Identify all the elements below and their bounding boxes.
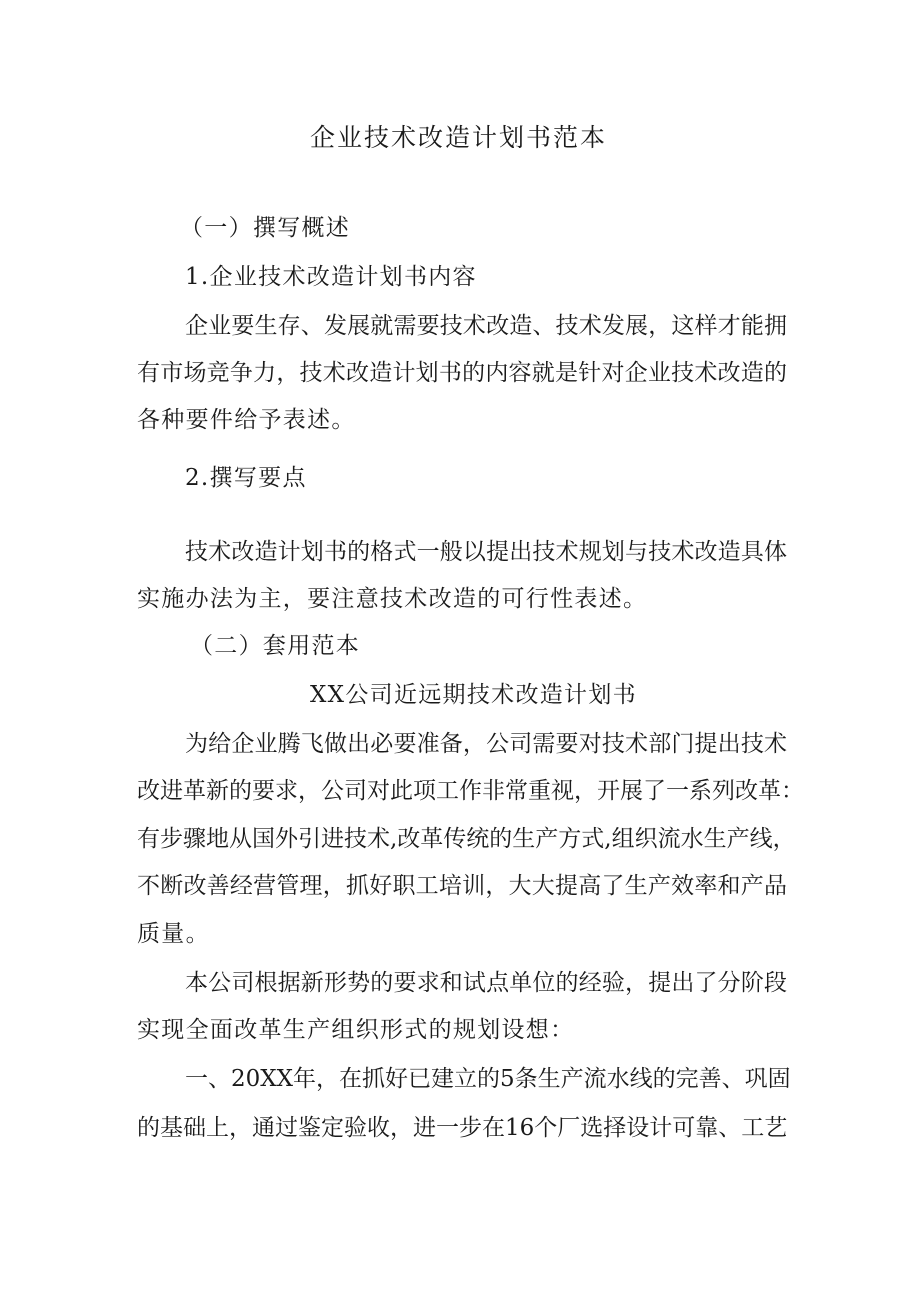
paragraph-line: 有步骤地从国外引进技术,改革传统的生产方式,组织流水生产线， [137,826,796,852]
paragraph-line: 技术改造计划书的格式一般以提出技术规划与技术改造具体 [185,539,787,565]
paragraph-line: 本公司根据新形势的要求和试点单位的经验，提出了分阶段 [185,970,787,996]
subheading-plan-content: 1.企业技术改造计划书内容 [185,264,477,290]
subheading-writing-points: 2.撰写要点 [185,465,307,491]
paragraph-line: 实施办法为主，要注意技术改造的可行性表述。 [137,586,648,612]
paragraph-line: 不断改善经营管理，抓好职工培训，大大提高了生产效率和产品 [137,873,787,899]
paragraph-line: 改进革新的要求，公司对此项工作非常重视，开展了一系列改革： [137,778,804,804]
paragraph-line: 的基础上，通过鉴定验收，进一步在16个厂选择设计可靠、工艺 [137,1115,788,1141]
plan-title: XX公司近远期技术改造计划书 [310,682,637,708]
paragraph-line: 实现全面改革生产组织形式的规划设想： [137,1017,575,1043]
section-heading-overview: （一）撰写概述 [180,215,351,241]
paragraph-line: 为给企业腾飞做出必要准备，公司需要对技术部门提出技术 [185,731,787,757]
paragraph-line: 一、20XX年，在抓好已建立的5条生产流水线的完善、巩固 [185,1066,791,1092]
paragraph-line: 有市场竞争力，技术改造计划书的内容就是针对企业技术改造的 [137,360,787,386]
paragraph-line: 企业要生存、发展就需要技术改造、技术发展，这样才能拥 [185,313,787,339]
paragraph-line: 各种要件给予表述。 [137,407,356,433]
document-title: 企业技术改造计划书范本 [310,123,608,152]
section-heading-template: （二）套用范本 [190,633,361,659]
paragraph-line: 质量。 [137,921,210,947]
